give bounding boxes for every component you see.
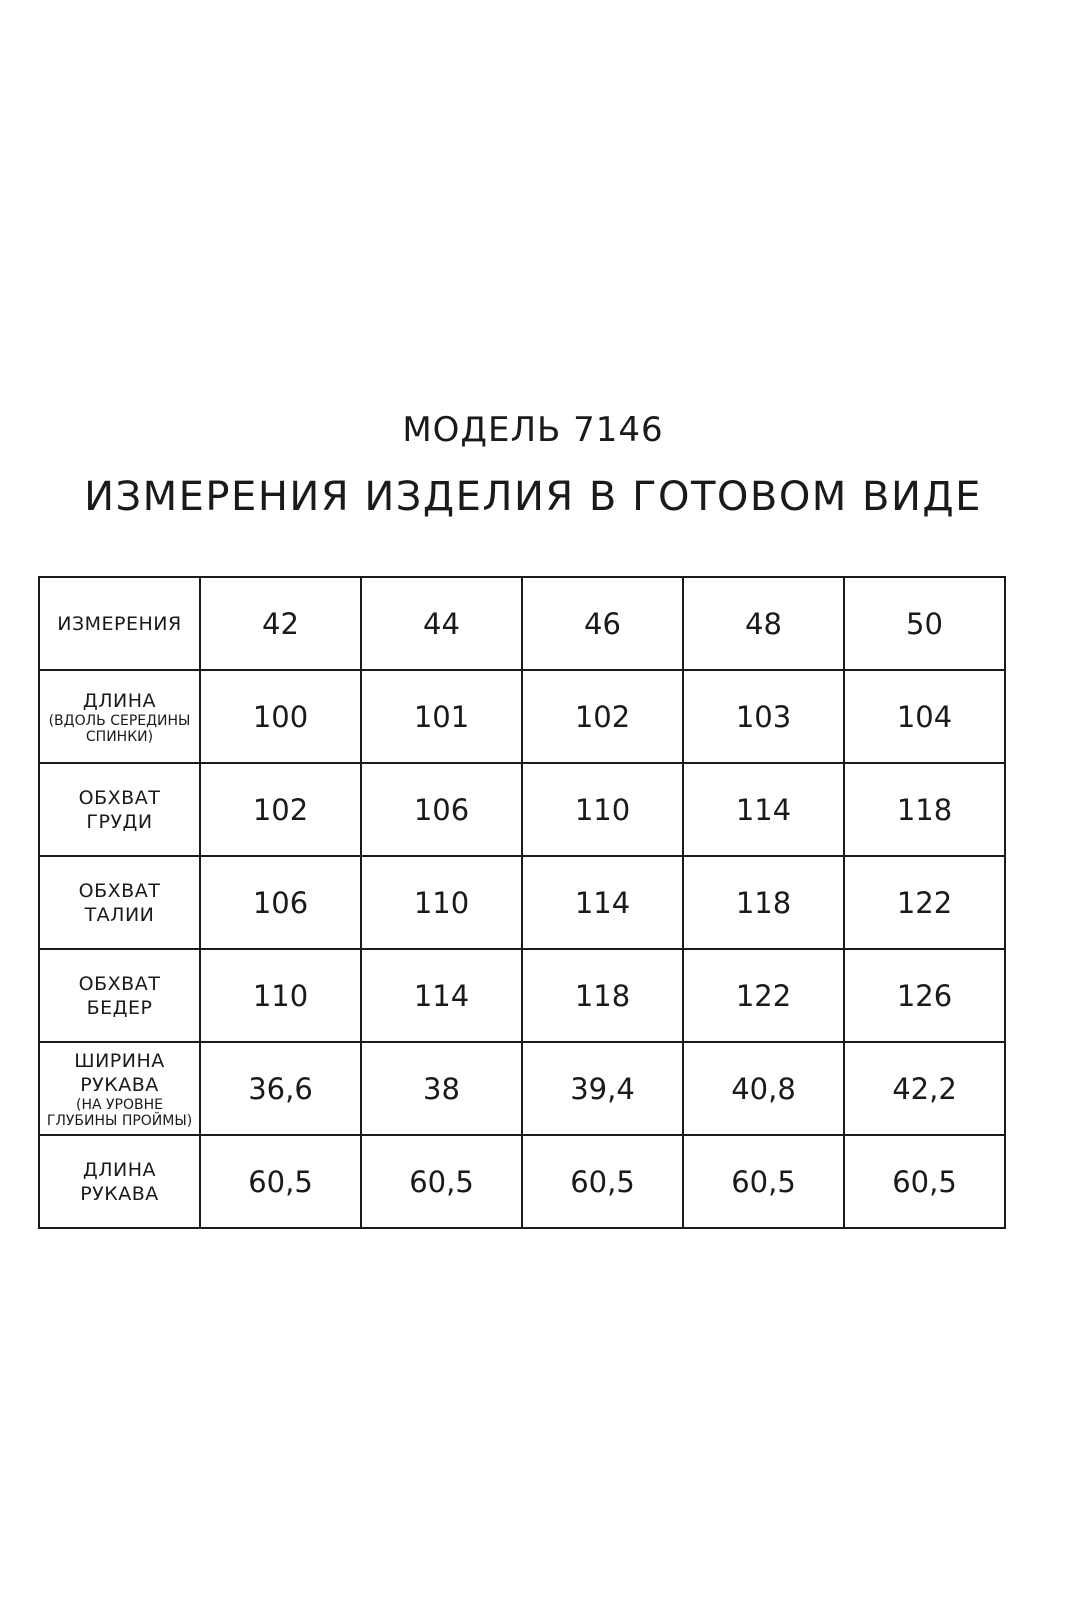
measurement-label: ДЛИНА (82, 1158, 157, 1181)
measurement-value-cell: 110 (522, 763, 683, 856)
measurement-value-cell: 103 (683, 670, 844, 763)
measurement-label: РУКАВА (80, 1182, 159, 1205)
measurement-label: ТАЛИИ (84, 903, 155, 926)
size-header-cell: 48 (683, 577, 844, 670)
measurement-label-cell (39, 1042, 200, 1135)
measurement-label: ДЛИНА (82, 689, 157, 712)
measurement-label: ОБХВАТ (78, 972, 161, 995)
measurement-value-cell: 60,5 (200, 1135, 361, 1228)
model-title: МОДЕЛЬ 7146 (402, 410, 664, 450)
measurement-value-cell: 118 (683, 856, 844, 949)
measurement-value-cell: 114 (683, 763, 844, 856)
measurement-label-cell (39, 763, 200, 856)
measurement-note: СПИНКИ) (85, 728, 154, 745)
measurement-value-cell: 114 (361, 949, 522, 1042)
measurement-value-cell: 60,5 (683, 1135, 844, 1228)
measurement-value-cell: 42,2 (844, 1042, 1005, 1135)
measurement-label-cell (39, 949, 200, 1042)
corner-label: ИЗМЕРЕНИЯ (57, 612, 182, 635)
measurement-value-cell: 122 (844, 856, 1005, 949)
measurement-label-cell (39, 670, 200, 763)
corner-label-cell (39, 577, 200, 670)
measurement-note: (НА УРОВНЕ (76, 1096, 163, 1113)
measurement-value-cell: 100 (200, 670, 361, 763)
measurement-value-cell: 106 (361, 763, 522, 856)
measurement-value-cell: 38 (361, 1042, 522, 1135)
measurement-value-cell: 118 (522, 949, 683, 1042)
measurement-label: ШИРИНА (74, 1049, 165, 1072)
measurement-value-cell: 60,5 (844, 1135, 1005, 1228)
measurement-row (39, 1042, 1005, 1135)
measurement-value-cell: 118 (844, 763, 1005, 856)
header-row (39, 577, 1005, 670)
measurement-row (39, 763, 1005, 856)
measurement-label: ГРУДИ (86, 810, 153, 833)
measurement-value-cell: 114 (522, 856, 683, 949)
measurement-value-cell: 126 (844, 949, 1005, 1042)
page-title: ИЗМЕРЕНИЯ ИЗДЕЛИЯ В ГОТОВОМ ВИДЕ (84, 474, 982, 520)
measurement-label: ОБХВАТ (78, 786, 161, 809)
measurement-note: ГЛУБИНЫ ПРОЙМЫ) (46, 1112, 193, 1129)
size-table (38, 576, 1006, 1229)
measurement-note: (ВДОЛЬ СЕРЕДИНЫ (48, 712, 191, 729)
measurement-value-cell: 39,4 (522, 1042, 683, 1135)
measurement-label-cell (39, 856, 200, 949)
measurement-row (39, 670, 1005, 763)
size-header-cell: 42 (200, 577, 361, 670)
size-header-cell: 46 (522, 577, 683, 670)
measurement-value-cell: 122 (683, 949, 844, 1042)
size-header-cell: 50 (844, 577, 1005, 670)
measurement-value-cell: 110 (361, 856, 522, 949)
measurement-value-cell: 60,5 (522, 1135, 683, 1228)
measurement-row (39, 1135, 1005, 1228)
measurement-label: РУКАВА (80, 1073, 159, 1096)
measurement-row (39, 856, 1005, 949)
measurement-value-cell: 110 (200, 949, 361, 1042)
measurement-value-cell: 101 (361, 670, 522, 763)
measurement-value-cell: 60,5 (361, 1135, 522, 1228)
size-header-cell: 44 (361, 577, 522, 670)
measurement-value-cell: 106 (200, 856, 361, 949)
measurement-value-cell: 104 (844, 670, 1005, 763)
measurement-value-cell: 102 (200, 763, 361, 856)
measurement-label: БЕДЕР (86, 996, 153, 1019)
measurement-row (39, 949, 1005, 1042)
measurement-value-cell: 102 (522, 670, 683, 763)
measurement-label-cell (39, 1135, 200, 1228)
measurement-label: ОБХВАТ (78, 879, 161, 902)
measurement-value-cell: 40,8 (683, 1042, 844, 1135)
measurement-value-cell: 36,6 (200, 1042, 361, 1135)
